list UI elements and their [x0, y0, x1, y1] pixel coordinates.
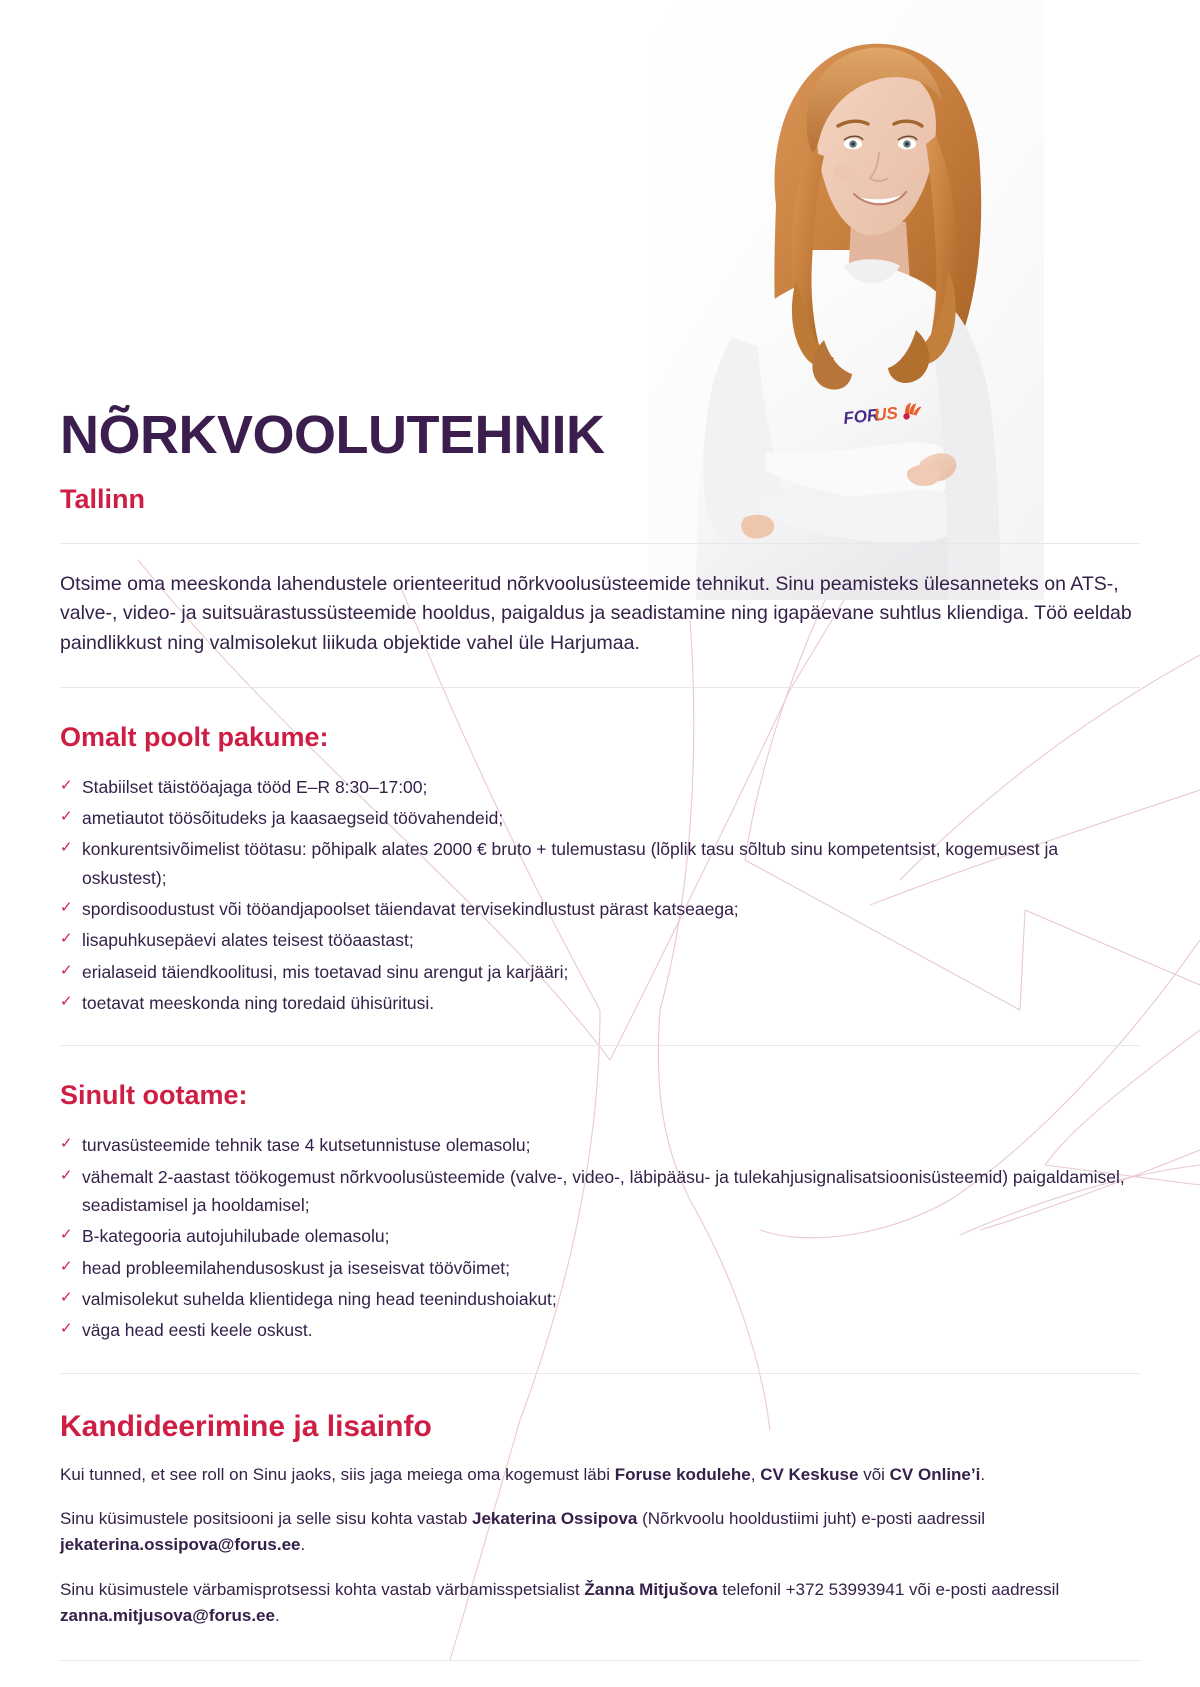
divider-footer: [60, 1660, 1140, 1661]
page-title: NÕRKVOOLUTEHNIK: [60, 405, 605, 465]
check-icon: ✓: [60, 899, 73, 917]
svg-text:US: US: [873, 403, 899, 425]
check-icon: ✓: [60, 930, 73, 948]
list-item: [60, 1316, 1140, 1344]
list-item-label: valmisolekut suhelda klientidega ning head teenindushoiakut;: [82, 1289, 557, 1310]
divider-before-expect: [60, 1045, 1140, 1046]
check-icon: ✓: [60, 1320, 73, 1338]
list-item: [60, 1131, 1140, 1159]
section-expectations-heading: Sinult ootame:: [60, 1080, 248, 1111]
check-icon: ✓: [60, 807, 73, 825]
check-icon: ✓: [60, 1135, 73, 1153]
list-item-label: head probleemilahendusoskust ja iseseisvat töövõimet;: [82, 1257, 511, 1278]
emphasis-text: jekaterina.ossipova@forus.ee: [60, 1535, 301, 1555]
check-icon: ✓: [60, 1289, 73, 1307]
list-item: [60, 1285, 1140, 1313]
check-icon: ✓: [60, 776, 73, 794]
emphasis-text: CV Keskuse: [760, 1464, 859, 1484]
apply-paragraph-position-contact: Sinu küsimustele positsiooni ja selle sisu kohta vastab Jekaterina Ossipova (Nõrkvoolu hooldustiimi juht) e-posti aadressil jekaterina.ossipova@forus.ee.: [60, 1509, 986, 1555]
check-icon: ✓: [60, 993, 73, 1011]
list-item-label: lisapuhkusepäevi alates teisest tööaastast;: [82, 930, 414, 951]
check-icon: ✓: [60, 961, 73, 979]
section-offer: [60, 722, 1140, 1018]
list-item-label: erialaseid täiendkoolitusi, mis toetavad sinu arengut ja karjääri;: [82, 961, 569, 982]
apply-paragraph-recruiter-contact: Sinu küsimustele värbamisprotsessi kohta vastab värbamisspetsialist Žanna Mitjušova telefonil +372 53993941 või e-posti aadressil zanna.mitjusova@forus.ee.: [60, 1579, 1060, 1626]
svg-text:FOR: FOR: [842, 405, 881, 428]
list-item-label: konkurentsivõimelist töötasu: põhipalk alates 2000 € bruto + tulemustasu (lõplik tasu sõltub sinu kompetentsist, kogemusest ja oskustest);: [82, 839, 1059, 888]
job-location: Tallinn: [60, 484, 145, 515]
emphasis-text: CV Online’i: [889, 1464, 981, 1484]
list-item: [60, 895, 1140, 923]
emphasis-text: Jekaterina Ossipova: [472, 1509, 638, 1529]
check-icon: ✓: [60, 1226, 73, 1244]
list-item-label: väga head eesti keele oskust.: [82, 1320, 313, 1341]
list-item-label: B-kategooria autojuhilubade olemasolu;: [82, 1226, 390, 1247]
section-expectations: [60, 1080, 1140, 1344]
list-item-label: spordisoodustust või tööandjapoolset täiendavat tervisekindlustust pärast katseaega;: [82, 899, 739, 920]
expectations-list: [60, 1131, 1140, 1344]
check-icon: ✓: [60, 1257, 73, 1275]
list-item-label: vähemalt 2-aastast töökogemust nõrkvoolusüsteemide (valve-, video-, läbipääsu- ja tulekahjusignalisatsioonisüsteemid) paigaldamisel, seadistamisel ja hooldamisel;: [82, 1166, 1125, 1216]
list-item: [60, 1222, 1140, 1250]
section-apply: [60, 1410, 1140, 1661]
check-icon: ✓: [60, 839, 73, 857]
list-item: [60, 1254, 1140, 1282]
emphasis-text: zanna.mitjusova@forus.ee: [60, 1606, 275, 1626]
divider-after-header: [60, 543, 1140, 544]
section-apply-heading: Kandideerimine ja lisainfo: [60, 1409, 432, 1443]
emphasis-text: Foruse kodulehe: [614, 1464, 751, 1484]
list-item: [60, 989, 1140, 1017]
apply-body: [60, 1462, 1140, 1630]
list-item-label: turvasüsteemide tehnik tase 4 kutsetunnistuse olemasolu;: [82, 1135, 531, 1156]
offer-list: [60, 773, 1140, 1018]
job-intro-paragraph: Otsime oma meeskonda lahendustele orienteeritud nõrkvoolusüsteemide tehnikut. Sinu peamisteks ülesanneteks on ATS-, valve-, video- ja suitsuärastussüsteemide hooldus, paigaldus ja seadistamine ning igapäevane suhtlus kliendiga. Töö eeldab paindlikkust ning valmisolekut liikuda objektide vahel üle Harjumaa.: [60, 572, 1132, 655]
list-item-label: Stabiilset täistööajaga tööd E–R 8:30–17:00;: [82, 776, 428, 797]
list-item: [60, 1163, 1140, 1220]
list-item-label: toetavat meeskonda ning toredaid ühisüritusi.: [82, 993, 435, 1014]
list-item: [60, 926, 1140, 954]
emphasis-text: Žanna Mitjušova: [584, 1579, 718, 1599]
list-item: [60, 835, 1140, 892]
list-item-label: ametiautot töösõitudeks ja kaasaegseid töövahendeid;: [82, 807, 504, 828]
divider-before-apply: [60, 1373, 1140, 1374]
list-item: [60, 773, 1140, 801]
check-icon: ✓: [60, 1166, 73, 1184]
section-offer-heading: Omalt poolt pakume:: [60, 721, 329, 752]
list-item: [60, 804, 1140, 832]
divider-before-offer: [60, 687, 1140, 688]
list-item: [60, 958, 1140, 986]
apply-paragraph-channels: Kui tunned, et see roll on Sinu jaoks, siis jaga meiega oma kogemust läbi Foruse kodulehe, CV Keskuse või CV Online’i.: [60, 1464, 986, 1484]
